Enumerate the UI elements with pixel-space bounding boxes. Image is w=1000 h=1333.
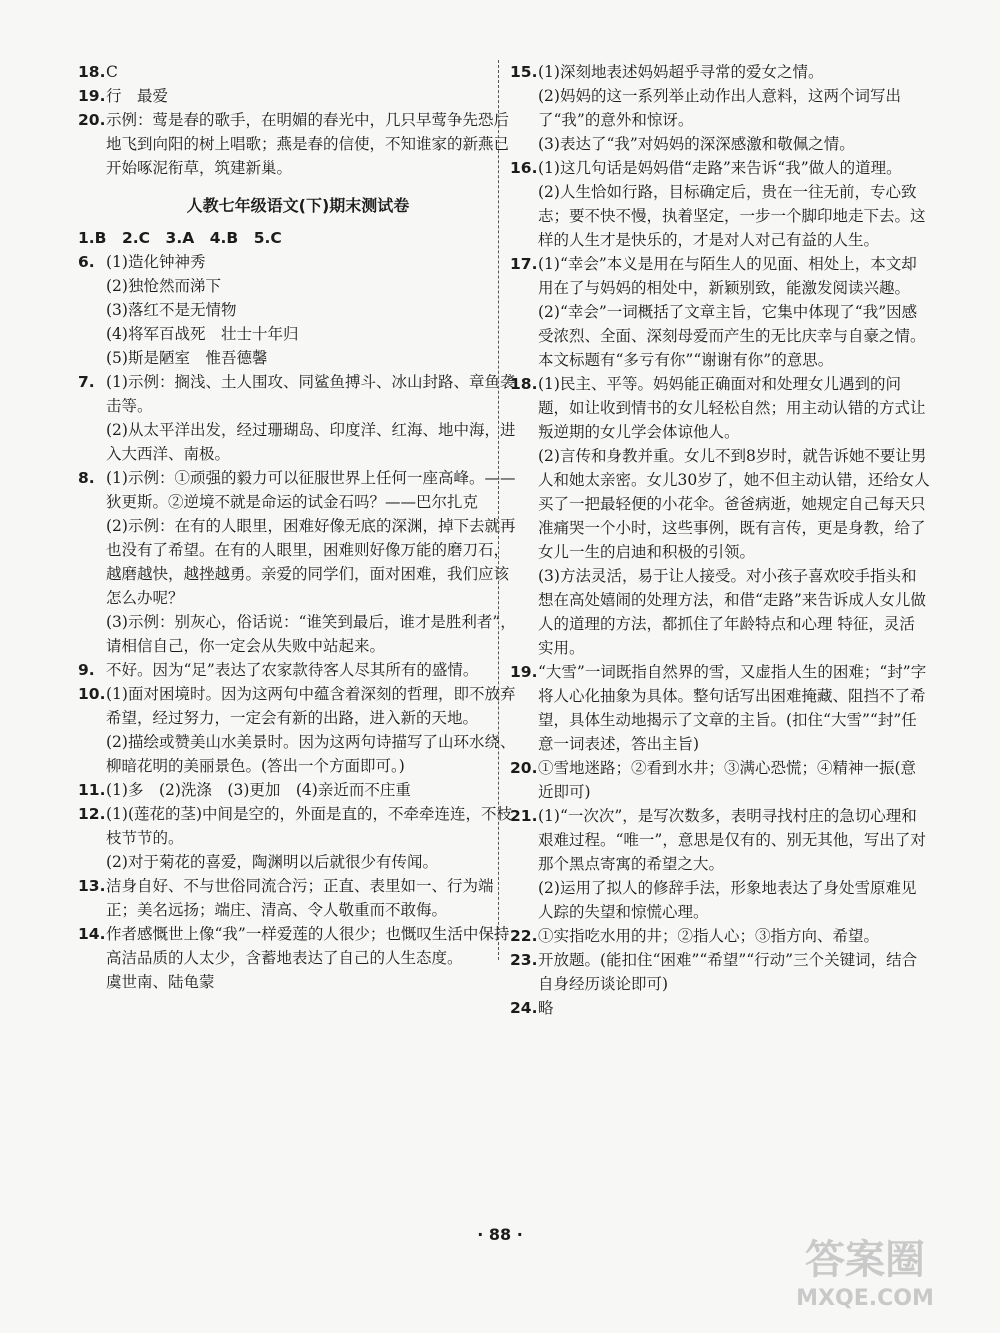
answer-item <box>78 60 518 84</box>
answer-number: 18. <box>78 63 106 81</box>
answer-item <box>510 948 930 996</box>
answer-number: 14. <box>78 925 106 943</box>
answer-number: 20. <box>510 759 538 777</box>
answer-subpart: (2)从太平洋出发，经过珊瑚岛、印度洋、红海、地中海，进入大西洋、南极。 <box>106 421 516 463</box>
answer-subpart: (2)“幸会”一词概括了文章主旨，它集中体现了“我”因感受浓烈、全面、深刻母爱而产生的无比庆幸与自豪之情。本文标题有“多亏有你”“谢谢有你”的意思。 <box>538 303 926 369</box>
answer-item <box>78 658 518 682</box>
right-column <box>510 60 930 1020</box>
answer-item <box>78 370 518 466</box>
answer-item <box>510 372 930 660</box>
answer-text: (1)示例：搁浅、土人围攻、同鲨鱼搏斗、冰山封路、章鱼袭击等。 <box>106 373 516 415</box>
answer-subpart: (3)表达了“我”对妈妈的深深感激和敬佩之情。 <box>538 135 855 153</box>
answer-number: 18. <box>510 375 538 393</box>
answer-text: (1)多 (2)洗涤 (3)更加 (4)亲近而不庄重 <box>106 781 411 799</box>
answer-text: (1)这几句话是妈妈借“走路”来告诉“我”做人的道理。 <box>538 159 902 177</box>
answer-text: ①雪地迷路；②看到水井；③满心恐慌；④精神一振(意近即可) <box>538 759 917 801</box>
answer-number: 10. <box>78 685 106 703</box>
answer-text: ①实指吃水用的井；②指人心；③指方向、希望。 <box>538 927 880 945</box>
answer-item <box>78 922 518 994</box>
answer-item <box>510 660 930 756</box>
answer-text: 不好。因为“足”表达了农家款待客人尽其所有的盛情。 <box>106 661 479 679</box>
answer-number: 16. <box>510 159 538 177</box>
answer-item <box>78 108 518 180</box>
answer-subpart: (2)妈妈的这一系列举止动作出人意料，这两个词写出了“我”的意外和惊讶。 <box>538 87 901 129</box>
section-title: 人教七年级语文(下)期末测试卷 <box>186 196 410 215</box>
answer-number: 23. <box>510 951 538 969</box>
answer-text: (1)(莲花的茎)中间是空的，外面是直的，不牵牵连连，不枝枝节节的。 <box>106 805 513 847</box>
answer-text: (1)示例：①顽强的毅力可以征服世界上任何一座高峰。——狄更斯。②逆境不就是命运的试金石吗？——巴尔扎克 <box>106 469 516 511</box>
answer-item <box>510 756 930 804</box>
watermark-logo-text: 答案圈 <box>805 1237 925 1283</box>
answer-text: “大雪”一词既指自然界的雪，又虚指人生的困难；“封”字将人心化抽象为具体。整句话写出困难掩藏、阻挡不了希望，具体生动地揭示了文章的主旨。(扣住“大雪”“封”任意一词表述，答出主旨) <box>538 663 927 753</box>
answer-text: 洁身自好、不与世俗同流合污；正直、表里如一、行为端正；美名远扬；端庄、清高、令人敬重而不敢侮。 <box>106 877 494 919</box>
answer-subpart: (2)描绘或赞美山水美景时。因为这两句诗描写了山环水绕、柳暗花明的美丽景色。(答出一个方面即可。) <box>106 733 516 775</box>
answer-number: 17. <box>510 255 538 273</box>
column-divider <box>498 60 499 960</box>
answer-item <box>78 466 518 658</box>
answer-item <box>78 682 518 778</box>
answer-text: C <box>106 63 118 81</box>
answer-number: 19. <box>510 663 538 681</box>
answer-text: (1)民主、平等。妈妈能正确面对和处理女儿遇到的问题，如让收到情书的女儿轻松自然；用主动认错的方式让叛逆期的女儿学会体谅他人。 <box>538 375 926 441</box>
answer-text: (1)“幸会”本义是用在与陌生人的见面、相处上，本文却用在了与妈妈的相处中，新颖别致，能激发阅读兴趣。 <box>538 255 917 297</box>
answer-subpart: 虞世南、陆龟蒙 <box>106 973 215 991</box>
answer-text: 行 最爱 <box>106 87 169 105</box>
answer-text: 作者感慨世上像“我”一样爱莲的人很少；也慨叹生活中保持高洁品质的人太少，含蓄地表达了自己的人生态度。 <box>106 925 510 967</box>
answer-number: 24. <box>510 999 538 1017</box>
multiple-choice-answers: 1.B 2.C 3.A 4.B 5.C <box>78 229 282 247</box>
answer-item <box>78 778 518 802</box>
answer-item <box>510 996 930 1020</box>
watermark-logo <box>770 1223 960 1313</box>
answer-subpart: (2)运用了拟人的修辞手法，形象地表达了身处雪原难见人踪的失望和惊慌心理。 <box>538 879 917 921</box>
answer-number: 20. <box>78 111 106 129</box>
answer-subpart: (3)示例：别灰心，俗话说：“谁笑到最后，谁才是胜利者”，请相信自己，你一定会从失败中站起来。 <box>106 613 516 655</box>
answer-text: 示例：莺是春的歌手，在明媚的春光中，几只早莺争先恐后地飞到向阳的树上唱歌；燕是春的信使，不知谁家的新燕已开始啄泥衔草，筑建新巢。 <box>106 111 510 177</box>
answer-text: (1)深刻地表述妈妈超乎寻常的爱女之情。 <box>538 63 824 81</box>
answer-item <box>78 802 518 874</box>
answer-item <box>78 84 518 108</box>
answer-item <box>510 60 930 156</box>
answer-subpart: (2)人生恰如行路，目标确定后，贵在一往无前，专心致志；要不快不慢，执着坚定，一步一个脚印地走下去。这样的人生才是快乐的，才是对人对己有益的人生。 <box>538 183 926 249</box>
answer-subpart: (2)言传和身教并重。女儿不到8岁时，就告诉她不要让男人和她太亲密。女儿30岁了，她不但主动认错，还给女人买了一把最轻便的小花伞。爸爸病逝，她规定自己每天只准痛哭一个小时，这些事例，既有言传，更是身教，给了女儿一生的启迪和积极的引领。 <box>538 447 930 561</box>
answer-text: 开放题。(能扣住“困难”“希望”“行动”三个关键词，结合自身经历谈论即可) <box>538 951 918 993</box>
answer-number: 7. <box>78 373 95 391</box>
answer-subpart: (3)方法灵活，易于让人接受。对小孩子喜欢咬手指头和想在高处嬉闹的处理方法，和借“走路”来告诉成人女儿做人的道理的方法，都抓住了年龄特点和心理 特征，灵活实用。 <box>538 567 926 657</box>
answer-text: 略 <box>538 999 554 1017</box>
left-column <box>78 60 518 994</box>
answer-subpart: (2)示例：在有的人眼里，困难好像无底的深渊，掉下去就再也没有了希望。在有的人眼里，困难则好像万能的磨刀石，越磨越快，越挫越勇。亲爱的同学们，面对困难，我们应该怎么办呢？ <box>106 517 516 607</box>
answer-item <box>78 874 518 922</box>
answer-subpart: (2)对于菊花的喜爱，陶渊明以后就很少有传闻。 <box>106 853 438 871</box>
answer-item <box>510 156 930 252</box>
answer-number: 8. <box>78 469 95 487</box>
answer-number: 21. <box>510 807 538 825</box>
answer-number: 9. <box>78 661 95 679</box>
answer-number: 15. <box>510 63 538 81</box>
answer-item <box>510 924 930 948</box>
answer-number: 12. <box>78 805 106 823</box>
answer-number: 22. <box>510 927 538 945</box>
answer-text: (1)“一次次”，是写次数多，表明寻找村庄的急切心理和艰难过程。“唯一”，意思是仅有的、别无其他，写出了对那个黑点寄寓的希望之大。 <box>538 807 926 873</box>
answer-number: 11. <box>78 781 106 799</box>
answer-number: 19. <box>78 87 106 105</box>
page-number: · 88 · <box>477 1225 523 1244</box>
answer-number: 13. <box>78 877 106 895</box>
answer-item <box>510 804 930 924</box>
watermark-url: MXQE.COM <box>796 1286 934 1311</box>
answer-item-6: 6. (1)造化钟神秀 (2)独怆然而涕下 (3)落红不是无情物 (4)将军百战死 壮士十年归 (5)斯是陋室 惟吾德馨 <box>78 253 299 367</box>
answer-text: (1)面对困境时。因为这两句中蕴含着深刻的哲理，即不放弃希望，经过努力，一定会有新的出路，进入新的天地。 <box>106 685 516 727</box>
answer-item <box>510 252 930 372</box>
